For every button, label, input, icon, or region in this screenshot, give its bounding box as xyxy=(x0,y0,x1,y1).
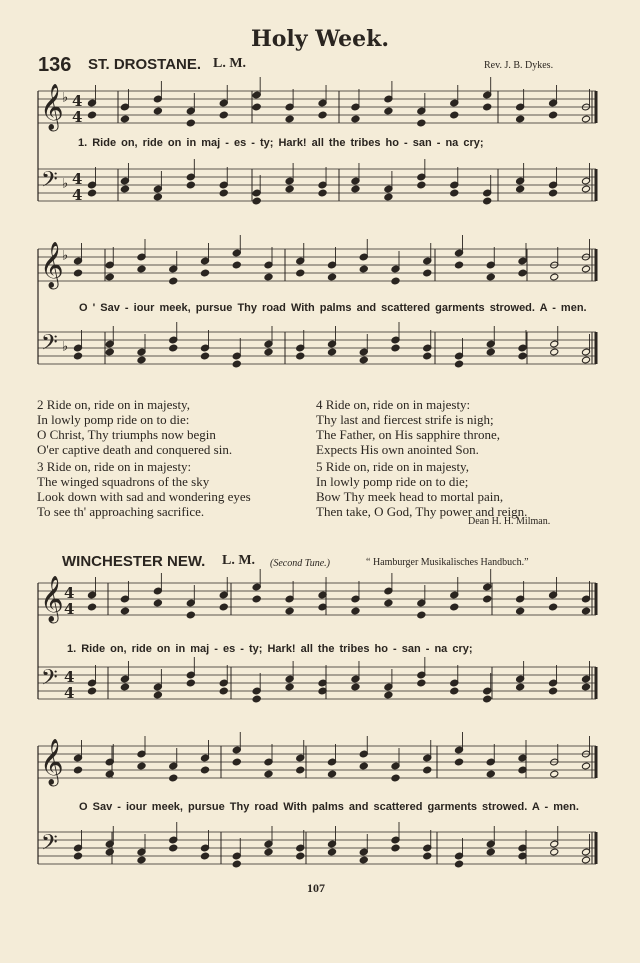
verse-line: The Father, on His sapphire throne, xyxy=(316,427,500,442)
verse-line: In lowly pomp ride on to die; xyxy=(316,474,469,489)
note-head xyxy=(232,758,241,766)
bass-clef-icon: 𝄢 xyxy=(41,167,58,198)
note-head xyxy=(327,848,336,856)
note-head xyxy=(550,848,559,856)
verse-line: In lowly pomp ride on to die: xyxy=(37,412,190,427)
second-tune-note: (Second Tune.) xyxy=(270,558,330,569)
note-head xyxy=(483,695,492,703)
time-signature: 4 xyxy=(64,600,75,618)
verse-line: 3 Ride on, ride on in majesty: xyxy=(37,459,192,474)
verse-line: O Christ, Thy triumphs now begin xyxy=(37,427,216,442)
note-head xyxy=(454,758,463,766)
flat-icon: ♭ xyxy=(62,339,69,355)
note-head xyxy=(516,683,525,691)
verse-line: Thy last and fiercest strife is nigh; xyxy=(316,412,494,427)
lyrics-line-4: O Sav - iour meek, pursue Thy road With palms and scattered garments strowed. A - men. xyxy=(79,801,579,813)
time-signature: 4 xyxy=(72,108,83,126)
page-number: 107 xyxy=(307,881,325,895)
tune-source: “ Hamburger Musikalisches Handbuch.” xyxy=(366,557,529,568)
note-head xyxy=(264,770,273,778)
flat-icon: ♭ xyxy=(62,90,69,106)
note-head xyxy=(264,848,273,856)
flat-icon: ♭ xyxy=(62,248,69,264)
treble-clef-icon: 𝄞 xyxy=(40,738,64,785)
verse-line: To see th' approaching sacrifice. xyxy=(37,504,205,519)
note-head xyxy=(417,679,426,687)
note-head xyxy=(384,691,393,699)
time-signature: 4 xyxy=(72,170,83,188)
note-head xyxy=(219,603,228,611)
meter-second: L. M. xyxy=(222,553,256,568)
tune-name: ST. DROSTANE. xyxy=(88,56,202,73)
time-signature: 4 xyxy=(64,668,75,686)
section-title: Holy Week. xyxy=(250,26,390,52)
note-head xyxy=(486,770,495,778)
note-head xyxy=(169,844,178,852)
note-head xyxy=(186,679,195,687)
note-head xyxy=(120,607,129,615)
note-head xyxy=(73,766,82,774)
lyrics-line-3: 1. Ride on, ride on in maj - es - ty; Hark! all the tribes ho - san - na cry; xyxy=(67,643,473,655)
note-head xyxy=(486,848,495,856)
note-head xyxy=(450,603,459,611)
note-head xyxy=(169,774,178,782)
note-head xyxy=(252,695,261,703)
verse-line: Expects His own anointed Son. xyxy=(316,442,479,457)
flat-icon: ♭ xyxy=(62,176,69,192)
note-head xyxy=(483,595,492,603)
note-head xyxy=(384,599,393,607)
note-head xyxy=(200,766,209,774)
note-head xyxy=(296,766,305,774)
note-head xyxy=(153,599,162,607)
author-attribution: Dean H. H. Milman. xyxy=(468,516,551,527)
note-head xyxy=(87,687,96,695)
note-head xyxy=(581,683,590,691)
treble-clef-icon: 𝄞 xyxy=(40,241,64,288)
note-head xyxy=(186,611,195,619)
note-head xyxy=(454,860,463,868)
note-head xyxy=(285,607,294,615)
time-signature: 4 xyxy=(64,584,75,602)
note-head xyxy=(252,595,261,603)
note-head xyxy=(285,683,294,691)
note-head xyxy=(450,687,459,695)
note-head xyxy=(200,852,209,860)
note-head xyxy=(581,856,590,864)
verse-line: 2 Ride on, ride on in majesty, xyxy=(37,397,190,412)
verse-line: Bow Thy meek head to mortal pain, xyxy=(316,489,504,504)
note-head xyxy=(581,607,590,615)
composer: Rev. J. B. Dykes. xyxy=(484,60,554,71)
hymn-number: 136 xyxy=(38,54,72,76)
verse-line: Look down with sad and wondering eyes xyxy=(37,489,251,504)
note-head xyxy=(359,856,368,864)
note-head xyxy=(296,852,305,860)
verse-line: O'er captive death and conquered sin. xyxy=(37,442,233,457)
note-head xyxy=(391,844,400,852)
verse-line: Then take, O God, Thy power and reign. xyxy=(316,504,528,519)
note-head xyxy=(219,687,228,695)
note-head xyxy=(550,770,559,778)
bass-clef-icon: 𝄢 xyxy=(41,330,58,361)
verse-line: The winged squadrons of the sky xyxy=(37,474,210,489)
note-head xyxy=(73,852,82,860)
bass-clef-icon: 𝄢 xyxy=(41,665,58,696)
note-head xyxy=(137,762,146,770)
verse-line: 4 Ride on, ride on in majesty: xyxy=(316,397,471,412)
note-head xyxy=(105,770,114,778)
note-head xyxy=(120,683,129,691)
treble-clef-icon: 𝄞 xyxy=(40,575,64,622)
note-head xyxy=(351,607,360,615)
verse-line: 5 Ride on, ride on in majesty, xyxy=(316,459,469,474)
note-head xyxy=(359,762,368,770)
note-head xyxy=(105,848,114,856)
note-head xyxy=(549,687,558,695)
note-head xyxy=(327,770,336,778)
note-head xyxy=(153,691,162,699)
note-head xyxy=(232,860,241,868)
meter: L. M. xyxy=(213,56,247,71)
tune-name-second: WINCHESTER NEW. xyxy=(62,553,206,570)
note-head xyxy=(549,603,558,611)
note-head xyxy=(391,774,400,782)
lyrics-line-2: O ' Sav - iour meek, pursue Thy road With palms and scattered garments strowed. A - men. xyxy=(79,302,587,314)
note-head xyxy=(581,762,590,770)
bass-clef-icon: 𝄢 xyxy=(41,830,58,861)
time-signature: 4 xyxy=(64,684,75,702)
note-head xyxy=(137,856,146,864)
time-signature: 4 xyxy=(72,92,83,110)
note-head xyxy=(87,603,96,611)
treble-clef-icon: 𝄞 xyxy=(40,83,64,130)
time-signature: 4 xyxy=(72,186,83,204)
note-head xyxy=(417,611,426,619)
lyrics-line-1: 1. Ride on, ride on in maj - es - ty; Hark! all the tribes ho - san - na cry; xyxy=(78,137,484,149)
note-head xyxy=(351,683,360,691)
note-head xyxy=(423,766,432,774)
note-head xyxy=(423,852,432,860)
note-head xyxy=(516,607,525,615)
